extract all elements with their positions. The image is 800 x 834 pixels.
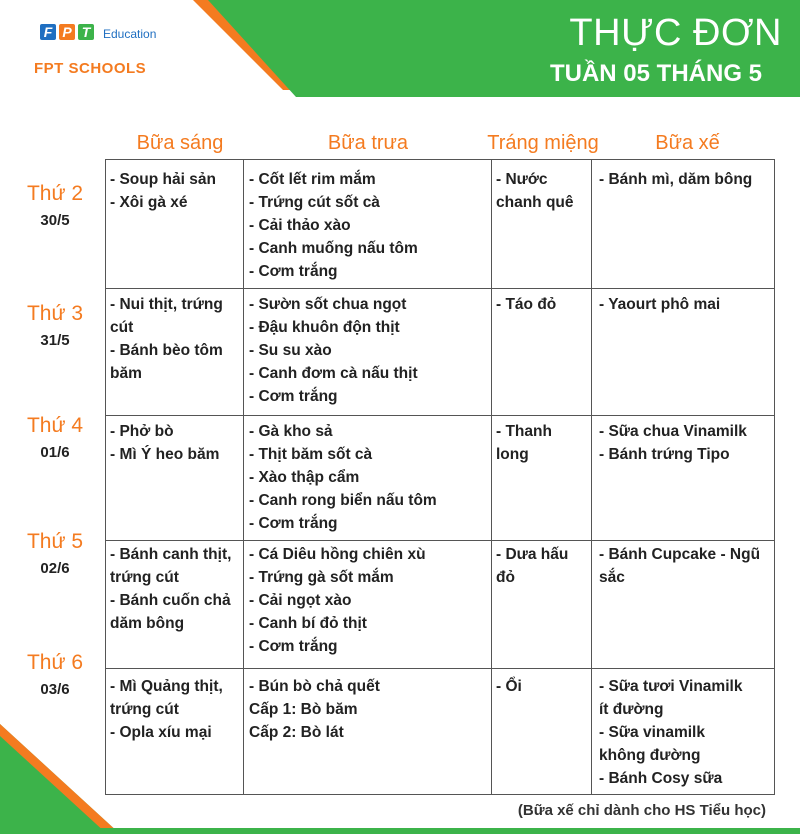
menu-item: - Sữa tươi Vinamilk bbox=[599, 678, 743, 695]
day-label-wed bbox=[10, 414, 100, 461]
menu-cell-snack bbox=[599, 420, 771, 466]
column-header-dessert: Tráng miệng bbox=[487, 132, 599, 154]
menu-cell-lunch bbox=[249, 168, 481, 283]
menu-item: - Bánh trứng Tipo bbox=[599, 446, 730, 463]
menu-item: cút bbox=[110, 319, 134, 336]
day-label-mon bbox=[10, 182, 100, 229]
page-title: THỰC ĐƠN bbox=[569, 12, 782, 54]
menu-item: đỏ bbox=[496, 569, 515, 586]
row-divider bbox=[106, 668, 774, 669]
day-name: Thứ 5 bbox=[26, 530, 84, 553]
column-header-snack: Bữa xế bbox=[655, 132, 720, 154]
menu-cell-lunch bbox=[249, 420, 481, 535]
menu-item: - Canh đơm cà nấu thịt bbox=[249, 365, 418, 382]
menu-item: chanh quê bbox=[496, 194, 574, 211]
day-name: Thứ 2 bbox=[26, 182, 84, 205]
day-label-thu bbox=[10, 530, 100, 577]
menu-item: - Canh rong biển nấu tôm bbox=[249, 492, 437, 509]
menu-item: Cấp 2: Bò lát bbox=[249, 724, 344, 741]
menu-item: Cấp 1: Bò băm bbox=[249, 701, 358, 718]
menu-item: - Táo đỏ bbox=[496, 296, 557, 313]
menu-item: - Bánh canh thịt, bbox=[110, 546, 232, 563]
column-header-breakfast: Bữa sáng bbox=[136, 132, 224, 154]
menu-item: - Bánh Cosy sữa bbox=[599, 770, 723, 787]
menu-item: - Cải ngọt xào bbox=[249, 592, 352, 609]
menu-item: - Cơm trắng bbox=[249, 263, 338, 280]
menu-item: - Sữa vinamilk bbox=[599, 724, 705, 741]
menu-cell-breakfast bbox=[110, 543, 240, 635]
menu-item: - Bún bò chả quết bbox=[249, 678, 380, 695]
day-label-tue bbox=[10, 302, 100, 349]
menu-cell-breakfast bbox=[110, 168, 240, 214]
column-divider bbox=[243, 160, 244, 794]
menu-item: dăm bông bbox=[110, 615, 185, 632]
menu-item: ít đường bbox=[599, 701, 664, 718]
menu-item: - Xào thập cẩm bbox=[249, 469, 360, 486]
day-date: 03/6 bbox=[40, 681, 70, 698]
menu-item: trứng cút bbox=[110, 569, 179, 586]
page-subtitle: TUẦN 05 THÁNG 5 bbox=[549, 60, 762, 87]
menu-cell-dessert bbox=[496, 293, 590, 316]
menu-cell-breakfast bbox=[110, 420, 240, 466]
day-date: 02/6 bbox=[40, 560, 70, 577]
bottom-bar bbox=[0, 828, 800, 834]
day-label-fri bbox=[10, 651, 100, 698]
day-name: Thứ 6 bbox=[26, 651, 84, 674]
logo-letter-t: T bbox=[78, 24, 94, 40]
logo-education-text: Education bbox=[103, 27, 157, 41]
menu-item: - Dưa hấu bbox=[496, 546, 569, 563]
menu-item: - Thịt băm sốt cà bbox=[249, 446, 373, 463]
menu-cell-snack bbox=[599, 168, 771, 191]
menu-item: - Cơm trắng bbox=[249, 638, 338, 655]
day-date: 31/5 bbox=[40, 332, 70, 349]
menu-cell-dessert bbox=[496, 543, 590, 589]
column-header-lunch: Bữa trưa bbox=[327, 132, 409, 154]
menu-item: - Bánh cuốn chả bbox=[110, 592, 231, 609]
menu-item: - Nui thịt, trứng bbox=[110, 296, 223, 313]
menu-item: băm bbox=[110, 365, 142, 382]
menu-item: - Xôi gà xé bbox=[110, 194, 188, 211]
menu-item: - Opla xíu mại bbox=[110, 724, 212, 741]
menu-item: - Yaourt phô mai bbox=[599, 296, 721, 313]
menu-item: không đường bbox=[599, 747, 701, 764]
menu-item: - Cơm trắng bbox=[249, 515, 338, 532]
menu-item: - Canh muống nấu tôm bbox=[249, 240, 418, 257]
menu-item: - Bánh bèo tôm bbox=[110, 342, 223, 359]
menu-item: - Đậu khuôn độn thịt bbox=[249, 319, 400, 336]
menu-item: - Cốt lết rim mắm bbox=[249, 171, 376, 188]
logo-letter-f: F bbox=[40, 24, 56, 40]
menu-item: - Phở bò bbox=[110, 423, 174, 440]
menu-item: - Bánh Cupcake - Ngũ bbox=[599, 546, 761, 563]
day-date: 30/5 bbox=[40, 212, 70, 229]
menu-cell-snack bbox=[599, 675, 771, 790]
menu-cell-lunch bbox=[249, 293, 481, 408]
menu-cell-dessert bbox=[496, 675, 590, 698]
menu-item: - Sườn sốt chua ngọt bbox=[249, 296, 407, 313]
menu-item: - Cơm trắng bbox=[249, 388, 338, 405]
logo-letter-p: P bbox=[59, 24, 75, 40]
column-divider bbox=[491, 160, 492, 794]
column-divider bbox=[591, 160, 592, 794]
row-divider bbox=[106, 415, 774, 416]
row-divider bbox=[106, 288, 774, 289]
day-date: 01/6 bbox=[40, 444, 70, 461]
menu-item: - Cá Diêu hồng chiên xù bbox=[249, 546, 426, 563]
row-divider bbox=[106, 540, 774, 541]
menu-item: - Trứng gà sốt mắm bbox=[249, 569, 394, 586]
menu-cell-lunch bbox=[249, 543, 481, 658]
logo-schools-text: FPT SCHOOLS bbox=[34, 60, 147, 77]
day-name: Thứ 3 bbox=[26, 302, 84, 325]
menu-cell-snack bbox=[599, 293, 771, 316]
menu-item: - Canh bí đỏ thịt bbox=[249, 615, 367, 632]
menu-item: - Gà kho sả bbox=[249, 423, 333, 440]
menu-item: - Sữa chua Vinamilk bbox=[599, 423, 747, 440]
fpt-logo bbox=[40, 24, 157, 41]
menu-item: sắc bbox=[599, 569, 625, 586]
menu-item: - Ổi bbox=[496, 678, 522, 695]
menu-cell-dessert bbox=[496, 420, 590, 466]
menu-item: - Mì Ý heo băm bbox=[110, 446, 220, 463]
menu-item: - Soup hải sản bbox=[110, 171, 216, 188]
menu-item: - Cải thảo xào bbox=[249, 217, 351, 234]
menu-item: - Thanh bbox=[496, 423, 552, 440]
footnote: (Bữa xế chỉ dành cho HS Tiểu học) bbox=[517, 802, 766, 819]
menu-cell-snack bbox=[599, 543, 771, 589]
menu-item: long bbox=[496, 446, 529, 463]
menu-cell-breakfast bbox=[110, 675, 240, 744]
menu-item: - Trứng cút sốt cà bbox=[249, 194, 380, 211]
day-name: Thứ 4 bbox=[26, 414, 84, 437]
menu-cell-breakfast bbox=[110, 293, 240, 385]
menu-item: trứng cút bbox=[110, 701, 179, 718]
menu-cell-lunch bbox=[249, 675, 481, 744]
menu-item: - Bánh mì, dăm bông bbox=[599, 171, 753, 188]
menu-item: - Nước bbox=[496, 171, 548, 188]
menu-cell-dessert bbox=[496, 168, 590, 214]
menu-item: - Mì Quảng thịt, bbox=[110, 678, 223, 695]
menu-item: - Su su xào bbox=[249, 342, 332, 359]
